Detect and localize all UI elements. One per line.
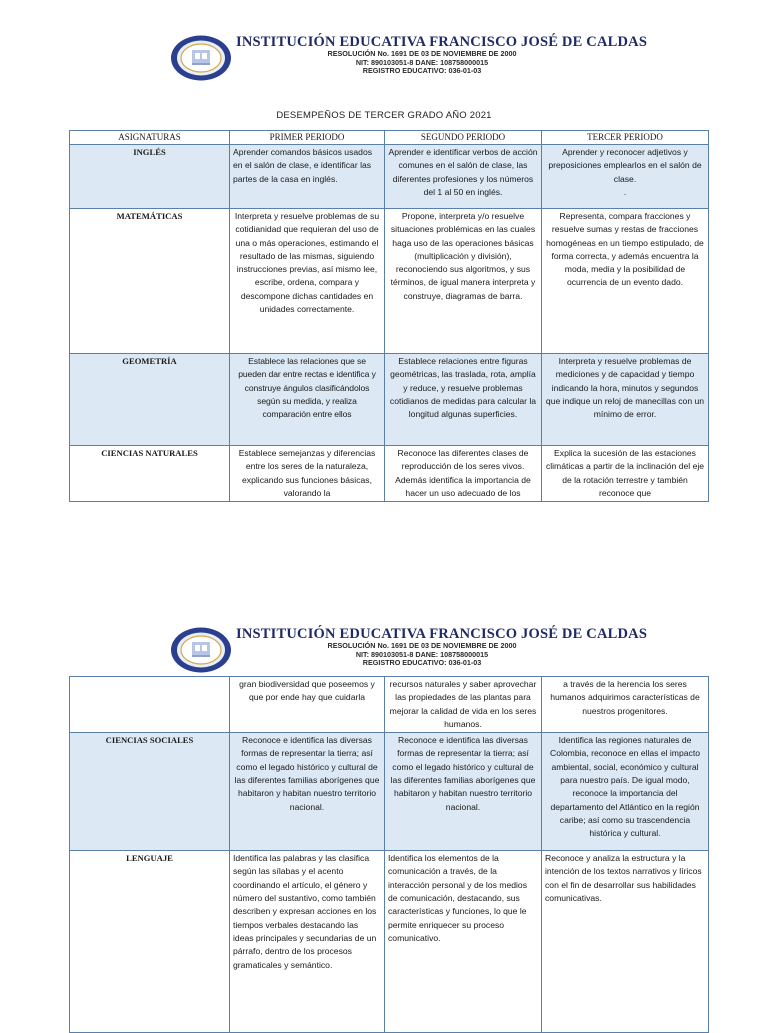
subject-cell: MATEMÁTICAS — [70, 209, 230, 354]
period-cell: gran biodiversidad que poseemos y que por ende hay que cuidarla — [230, 677, 385, 733]
nit-dane-line: NIT: 890103051-8 DANE: 108758000015 — [355, 57, 489, 67]
table-row — [70, 677, 709, 733]
subject-cell: CIENCIAS NATURALES — [70, 446, 230, 502]
period-cell: Establece las relaciones que se pueden dar entre rectas e identifica y construye ángulos clasificándolos según su medida, y realiza comparación entre ellos — [230, 354, 385, 446]
period-cell: Establece semejanzas y diferencias entre los seres de la naturaleza, explicando sus funciones básicas, valorando la — [230, 446, 385, 502]
period-cell: Interpreta y resuelve problemas de mediciones y de capacidad y tiempo indicando la hora, minutos y segundos que indique un reloj de manecillas con un mínimo de error. — [542, 354, 709, 446]
period-cell: Representa, compara fracciones y resuelve sumas y restas de fracciones homogéneas en un tiempo estipulado, de forma correcta, y además encuentra la moda, media y la posibilidad de ocurrencia de un evento dado. — [542, 209, 709, 354]
school-seal-icon — [170, 34, 232, 82]
header-cell: TERCER PERIODO — [542, 131, 709, 145]
registry-line: REGISTRO EDUCATIVO: 036-01-03 — [362, 658, 482, 668]
period-cell: Identifica las regiones naturales de Colombia, reconoce en ellas el impacto ambiental, social, económico y cultural para nuestro país. De igual modo, reconoce la importancia del departamento del Atlántico en la región caribe; así como su trascendencia histórica y cultural. — [542, 733, 709, 851]
table-row — [70, 209, 709, 354]
subject-cell: INGLÉS — [70, 145, 230, 209]
period-cell: Propone, interpreta y/o resuelve situaciones problémicas en las cuales haga uso de las operaciones básicas (multiplicación y división), reconociendo sus algoritmos, y sus términos, de igual manera interpreta y construye, diagramas de barra. — [385, 209, 542, 354]
period-cell: Identifica las palabras y las clasifica según las sílabas y el acento coordinando el artículo, el género y número del sustantivo, como también describen y expresan acciones en los tiempos verbales destacando las ideas principales y secundarias de un párrafo, dentro de los procesos gramaticales y semántico. — [230, 851, 385, 1033]
period-cell: Interpreta y resuelve problemas de su cotidianidad que requieran del uso de una o más operaciones, estimando el resultado de las mismas, siguiendo instrucciones previas, así mismo lee, escribe, ordena, compara y descompone dichas cantidades en unidades correctamente. — [230, 209, 385, 354]
subject-cell: LENGUAJE — [70, 851, 230, 1033]
table-header-row — [70, 131, 709, 145]
period-cell: a través de la herencia los seres humanos adquirimos características de nuestros progenitores. — [542, 677, 709, 733]
period-cell: Reconoce e identifica las diversas formas de representar la tierra; así como el legado histórico y cultural de las diferentes familias aborígenes que habitaron y habitan nuestro territorio nacional. — [230, 733, 385, 851]
header-cell: ASIGNATURAS — [70, 131, 230, 145]
period-cell: Aprender y reconocer adjetivos y preposiciones emplearlos en el salón de clase. . — [542, 145, 709, 209]
performance-table-page-1 — [69, 130, 709, 502]
table-row — [70, 446, 709, 502]
header-cell: SEGUNDO PERIODO — [385, 131, 542, 145]
institution-name: INSTITUCIÓN EDUCATIVA FRANCISCO JOSÉ DE CALDAS — [236, 34, 648, 50]
school-seal-icon — [170, 626, 232, 674]
performance-table-page-2 — [69, 676, 709, 1033]
period-cell: Reconoce y analiza la estructura y la intención de los textos narrativos y líricos con el fin de desarrollar sus habilidades comunicativas. — [542, 851, 709, 1033]
period-cell: Identifica los elementos de la comunicación a través, de la interacción personal y de los medios de comunicación, destacando, sus características y funciones, lo que le permite enriquecer su proceso comunicativo. — [385, 851, 542, 1033]
table-row — [70, 354, 709, 446]
resolution-line: RESOLUCIÓN No. 1691 DE 03 DE NOVIEMBRE DE 2000 — [327, 49, 517, 58]
header-cell: PRIMER PERIODO — [230, 131, 385, 145]
institution-name: INSTITUCIÓN EDUCATIVA FRANCISCO JOSÉ DE CALDAS — [236, 626, 648, 642]
table-row — [70, 733, 709, 851]
period-cell: Reconoce e identifica las diversas formas de representar la tierra; así como el legado histórico y cultural de las diferentes familias aborígenes que habitaron y habitan nuestro territorio nacional. — [385, 733, 542, 851]
period-cell: Aprender comandos básicos usados en el salón de clase, e identificar las partes de la casa en inglés. — [230, 145, 385, 209]
subject-cell — [70, 677, 230, 733]
subject-cell: CIENCIAS SOCIALES — [70, 733, 230, 851]
subject-cell: GEOMETRÍA — [70, 354, 230, 446]
table-row — [70, 851, 709, 1033]
period-cell: Establece relaciones entre figuras geométricas, las traslada, rota, amplía y reduce, y resuelve problemas cotidianos de medidas para calcular la longitud algunas superficies. — [385, 354, 542, 446]
document-title: DESEMPEÑOS DE TERCER GRADO AÑO 2021 — [276, 110, 492, 121]
resolution-line: RESOLUCIÓN No. 1691 DE 03 DE NOVIEMBRE DE 2000 — [327, 641, 517, 650]
period-cell: Explica la sucesión de las estaciones climáticas a partir de la inclinación del eje de la rotación terrestre y también reconoce que — [542, 446, 709, 502]
nit-dane-line: NIT: 890103051-8 DANE: 108758000015 — [355, 649, 489, 659]
letterhead — [170, 34, 648, 84]
period-cell: Aprender e identificar verbos de acción comunes en el salón de clase, las diferentes profesiones y los números del 1 al 50 en inglés. — [385, 145, 542, 209]
page-2 — [0, 560, 768, 1024]
letterhead — [170, 626, 648, 676]
period-cell: Reconoce las diferentes clases de reproducción de los seres vivos. Además identifica la importancia de hacer un uso adecuado de los — [385, 446, 542, 502]
period-cell: recursos naturales y saber aprovechar las propiedades de las plantas para mejorar la calidad de vida en los seres humanos. — [385, 677, 542, 733]
registry-line: REGISTRO EDUCATIVO: 036-01-03 — [362, 66, 482, 76]
table-row — [70, 145, 709, 209]
